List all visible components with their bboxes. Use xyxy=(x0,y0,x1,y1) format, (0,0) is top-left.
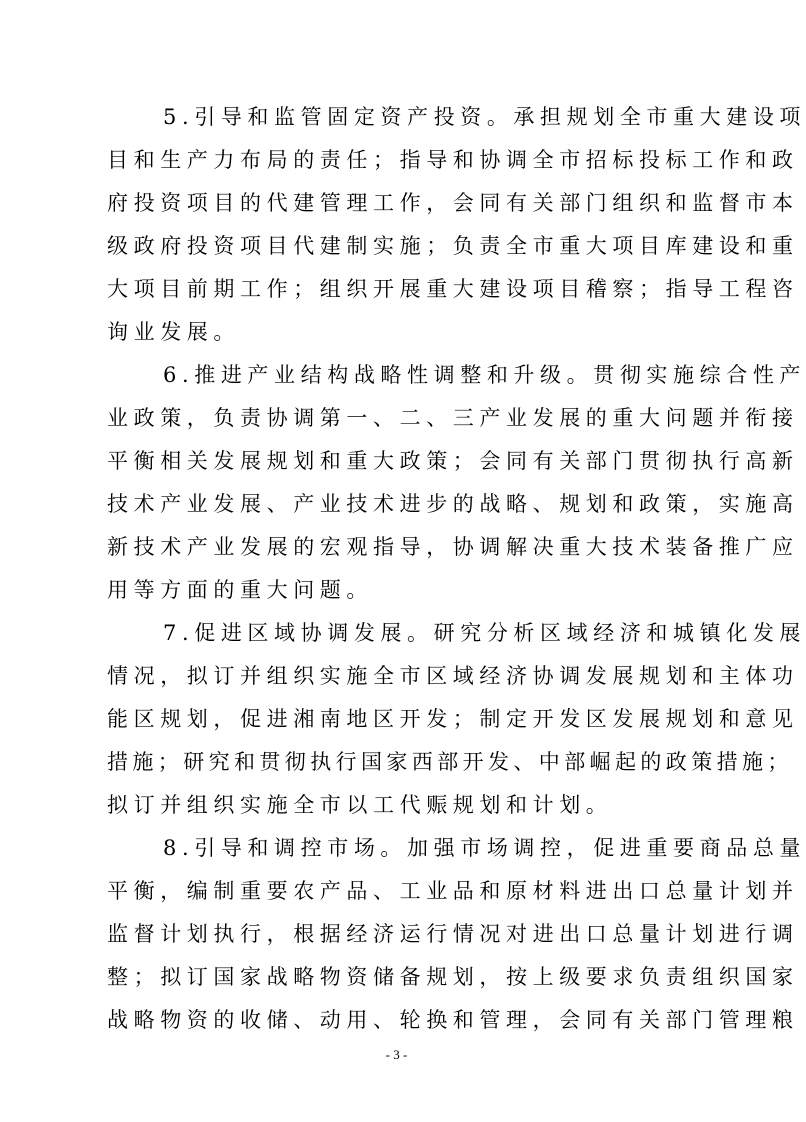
paragraph-line: 监督计划执行，根据经济运行情况对进出口总量计划进行调 xyxy=(107,922,799,946)
paragraph-line: 大项目前期工作；组织开展重大建设项目稽察；指导工程咨 xyxy=(107,277,799,301)
paragraph-line: 府投资项目的代建管理工作，会同有关部门组织和监督市本 xyxy=(107,191,799,215)
paragraph-line: 7.促进区域协调发展。研究分析区域经济和城镇化发展 xyxy=(163,621,806,645)
paragraph-line: 拟订并组织实施全市以工代赈规划和计划。 xyxy=(107,793,613,817)
paragraph-line: 情况，拟订并组织实施全市区域经济协调发展规划和主体功 xyxy=(107,664,799,688)
paragraph-line: 6.推进产业结构战略性调整和升级。贯彻实施综合性产 xyxy=(163,363,806,387)
page-number: - 3 - xyxy=(385,1047,408,1062)
paragraph-line: 平衡，编制重要农产品、工业品和原材料进出口总量计划并 xyxy=(107,879,799,903)
paragraph-line: 业政策，负责协调第一、二、三产业发展的重大问题并衔接 xyxy=(107,406,799,430)
paragraph-line: 级政府投资项目代建制实施；负责全市重大项目库建设和重 xyxy=(107,234,799,258)
paragraph-line: 询业发展。 xyxy=(107,320,240,344)
paragraph-line: 新技术产业发展的宏观指导，协调解决重大技术装备推广应 xyxy=(107,535,799,559)
paragraph-line: 战略物资的收储、动用、轮换和管理，会同有关部门管理粮 xyxy=(107,1008,799,1032)
paragraph-line: 能区规划，促进湘南地区开发；制定开发区发展规划和意见 xyxy=(107,707,799,731)
paragraph-line: 措施；研究和贯彻执行国家西部开发、中部崛起的政策措施； xyxy=(107,750,793,774)
paragraph-line: 目和生产力布局的责任；指导和协调全市招标投标工作和政 xyxy=(107,148,799,172)
paragraph-line: 用等方面的重大问题。 xyxy=(107,578,373,602)
paragraph-line: 整；拟订国家战略物资储备规划，按上级要求负责组织国家 xyxy=(107,965,799,989)
paragraph-line: 技术产业发展、产业技术进步的战略、规划和政策，实施高 xyxy=(107,492,799,516)
paragraph-line: 8.引导和调控市场。加强市场调控，促进重要商品总量 xyxy=(163,836,806,860)
paragraph-line: 5.引导和监管固定资产投资。承担规划全市重大建设项 xyxy=(163,105,806,129)
paragraph-line: 平衡相关发展规划和重大政策；会同有关部门贯彻执行高新 xyxy=(107,449,799,473)
